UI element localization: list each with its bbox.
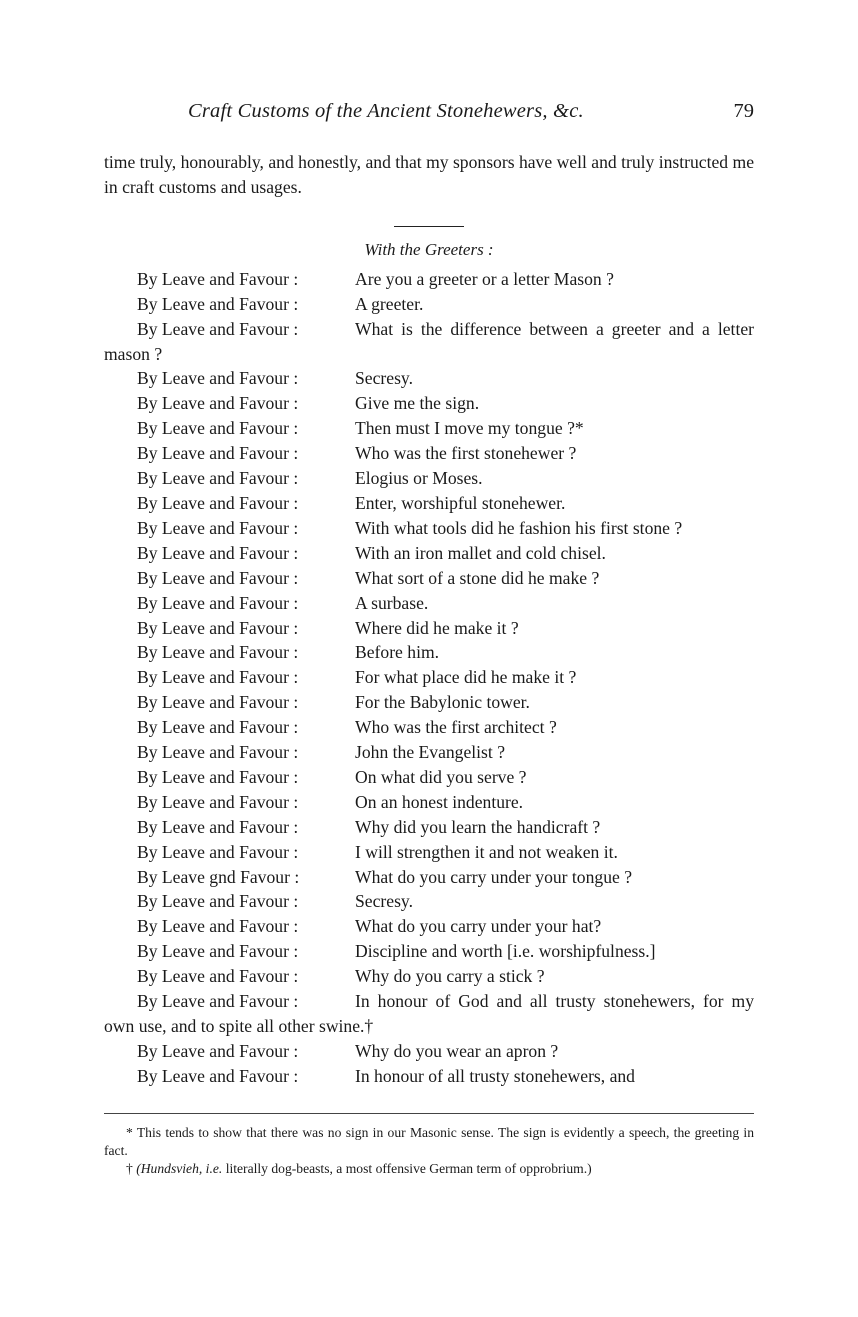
footnote-2-text: literally dog-beasts, a most offensive German term of opprobrium.) (225, 1160, 592, 1176)
footnote-2 (104, 1160, 754, 1178)
speaker-label: By Leave and Favour : (137, 966, 299, 987)
utterance-text: With what tools did he fashion his first stone ? (355, 517, 683, 538)
utterance-text: Before him. (355, 642, 440, 663)
utterance-text: What do you carry under your hat? (355, 916, 602, 937)
dialogue-line (104, 317, 754, 367)
footnote-1: * This tends to show that there was no sign in our Masonic sense. The sign is evidently a speech, the greeting in fact. (104, 1124, 754, 1158)
utterance-text: Who was the first architect ? (355, 717, 557, 738)
utterance-text: For the Babylonic tower. (355, 692, 530, 713)
utterance-text: For what place did he make it ? (355, 667, 577, 688)
utterance-text: On what did you serve ? (355, 766, 527, 787)
dialogue-line (104, 889, 754, 914)
utterance-text: Who was the first stonehewer ? (355, 443, 577, 464)
utterance-text: Why did you learn the handicraft ? (355, 816, 601, 837)
speaker-label: By Leave and Favour : (137, 742, 299, 763)
body-text (104, 150, 754, 200)
speaker-label: By Leave gnd Favour : (137, 866, 300, 887)
dialogue-list (104, 267, 754, 1089)
utterance-text: What sort of a stone did he make ? (355, 567, 600, 588)
dialogue-line (104, 665, 754, 690)
utterance-text: John the Evangelist ? (355, 742, 506, 763)
speaker-label: By Leave and Favour : (137, 492, 299, 513)
dialogue-line (104, 541, 754, 566)
speaker-label: By Leave and Favour : (137, 542, 299, 563)
speaker-label: By Leave and Favour : (137, 617, 299, 638)
speaker-label: By Leave and Favour : (137, 941, 299, 962)
dialogue-line (104, 366, 754, 391)
page-number: 79 (733, 100, 754, 122)
footnote-2-mark: † (126, 1160, 133, 1176)
utterance-text: A surbase. (355, 592, 429, 613)
speaker-label: By Leave and Favour : (137, 393, 299, 414)
dialogue-line (104, 1039, 754, 1064)
dialogue-line (104, 865, 754, 890)
dialogue-line (104, 441, 754, 466)
speaker-label: By Leave and Favour : (137, 667, 299, 688)
speaker-label: By Leave and Favour : (137, 368, 299, 389)
speaker-label: By Leave and Favour : (137, 692, 299, 713)
utterance-text: On an honest indenture. (355, 791, 524, 812)
speaker-label: By Leave and Favour : (137, 418, 299, 439)
utterance-text: In honour of God and all trusty stonehewers, for my own use, and to spite all other swine.† (104, 991, 754, 1036)
speaker-label: By Leave and Favour : (137, 916, 299, 937)
utterance-text: Are you a greeter or a letter Mason ? (355, 268, 614, 289)
speaker-label: By Leave and Favour : (137, 791, 299, 812)
speaker-label: By Leave and Favour : (137, 841, 299, 862)
utterance-text: I will strengthen it and not weaken it. (355, 841, 618, 862)
utterance-text: Elogius or Moses. (355, 468, 483, 489)
dialogue-line (104, 740, 754, 765)
dialogue-line (104, 815, 754, 840)
page-header (104, 100, 754, 132)
dialogue-line (104, 765, 754, 790)
speaker-label: By Leave and Favour : (137, 991, 299, 1012)
speaker-label: By Leave and Favour : (137, 816, 299, 837)
running-title: Craft Customs of the Ancient Stonehewers, &c. (188, 100, 584, 122)
utterance-text: Enter, worshipful stonehewer. (355, 492, 566, 513)
footnote-divider (104, 1113, 754, 1114)
dialogue-line (104, 566, 754, 591)
speaker-label: By Leave and Favour : (137, 717, 299, 738)
utterance-text: Secresy. (355, 368, 413, 389)
speaker-label: By Leave and Favour : (137, 318, 299, 339)
utterance-text: Where did he make it ? (355, 617, 519, 638)
utterance-text: What do you carry under your tongue ? (355, 866, 633, 887)
dialogue-line (104, 690, 754, 715)
dialogue-line (104, 391, 754, 416)
dialogue-line (104, 491, 754, 516)
utterance-text: Give me the sign. (355, 393, 480, 414)
utterance-text: Why do you wear an apron ? (355, 1040, 559, 1061)
utterance-text: What is the difference between a greeter and a letter mason ? (104, 318, 754, 364)
dialogue-line (104, 715, 754, 740)
dialogue-line (104, 516, 754, 541)
utterance-text: Why do you carry a stick ? (355, 966, 545, 987)
speaker-label: By Leave and Favour : (137, 567, 299, 588)
section-heading: With the Greeters : (364, 239, 494, 259)
speaker-label: By Leave and Favour : (137, 766, 299, 787)
utterance-text: A greeter. (355, 293, 424, 314)
dialogue-line (104, 292, 754, 317)
speaker-label: By Leave and Favour : (137, 443, 299, 464)
footnote-2-term: (Hundsvieh, i.e. (136, 1160, 223, 1176)
dialogue-line (104, 466, 754, 491)
dialogue-line (104, 1064, 754, 1089)
speaker-label: By Leave and Favour : (137, 1040, 299, 1061)
dialogue-line (104, 267, 754, 292)
dialogue-line (104, 840, 754, 865)
speaker-label: By Leave and Favour : (137, 468, 299, 489)
dialogue-line (104, 640, 754, 665)
speaker-label: By Leave and Favour : (137, 592, 299, 613)
dialogue-line (104, 790, 754, 815)
speaker-label: By Leave and Favour : (137, 517, 299, 538)
speaker-label: By Leave and Favour : (137, 293, 299, 314)
dialogue-line (104, 989, 754, 1039)
speaker-label: By Leave and Favour : (137, 891, 299, 912)
utterance-text: Discipline and worth [i.e. worshipfulness.] (355, 941, 656, 962)
intro-paragraph: time truly, honourably, and honestly, and that my sponsors have well and truly instructed me in craft customs and usages. (104, 152, 754, 197)
dialogue-line (104, 939, 754, 964)
utterance-text: In honour of all trusty stonehewers, and (355, 1065, 635, 1086)
speaker-label: By Leave and Favour : (137, 642, 299, 663)
dialogue-line (104, 591, 754, 616)
utterance-text: With an iron mallet and cold chisel. (355, 542, 606, 563)
utterance-text: Then must I move my tongue ?* (355, 418, 584, 439)
utterance-text: Secresy. (355, 891, 413, 912)
section-divider (394, 226, 464, 227)
dialogue-line (104, 616, 754, 641)
page (104, 100, 754, 1178)
speaker-label: By Leave and Favour : (137, 1065, 299, 1086)
footnotes (104, 1124, 754, 1178)
speaker-label: By Leave and Favour : (137, 268, 299, 289)
dialogue-line (104, 914, 754, 939)
dialogue-line (104, 416, 754, 441)
dialogue-line (104, 964, 754, 989)
